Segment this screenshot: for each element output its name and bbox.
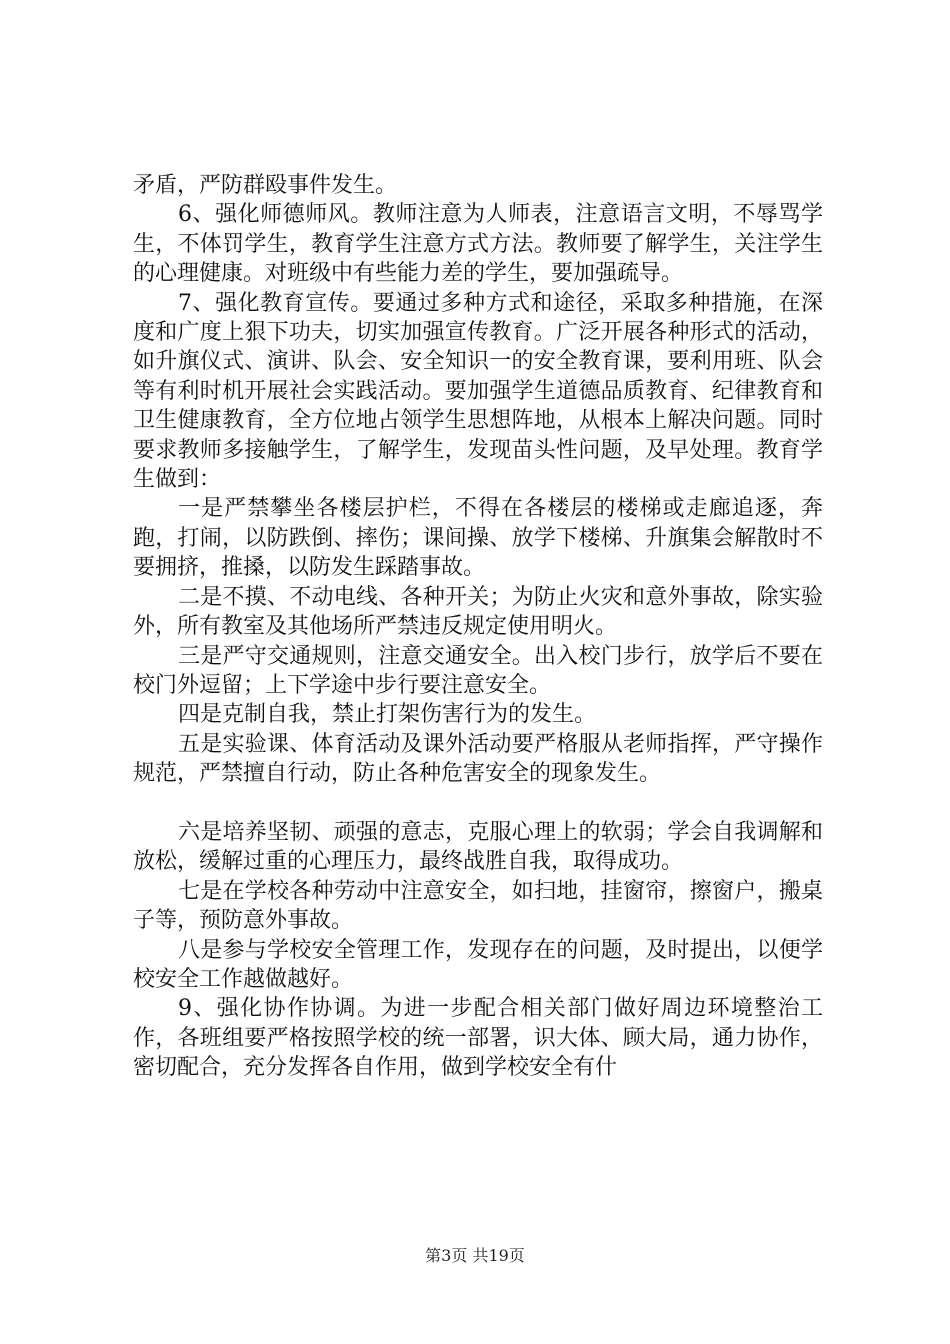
paragraph-rule-8: 八是参与学校安全管理工作，发现存在的问题，及时提出，以便学校安全工作越做越好。 (133, 937, 823, 992)
body-text (133, 171, 823, 1083)
paragraph-rule-2: 二是不摸、不动电线、各种开关；为防止火灾和意外事故，除实验外，所有教室及其他场所严禁违反规定使用明火。 (133, 584, 823, 640)
paragraph-item-9: 9、强化协作协调。为进一步配合相关部门做好周边环境整治工作，各班组要严格按照学校的统一部署，识大体、顾大局，通力协作，密切配合，充分发挥各自作用，做到学校安全有什 (133, 996, 823, 1081)
paragraph-rule-7: 七是在学校各种劳动中注意安全，如扫地，挂窗帘，擦窗户，搬桌子等，预防意外事故。 (133, 878, 823, 934)
page-footer: 第3页 共19页 (425, 1246, 525, 1265)
paragraph-rule-3: 三是严守交通规则，注意交通安全。出入校门步行，放学后不要在校门外逗留；上下学途中步行要注意安全。 (133, 643, 823, 698)
paragraph-rule-5: 五是实验课、体育活动及课外活动要严格服从老师指挥，严守操作规范，严禁擅自行动，防止各种危害安全的现象发生。 (133, 731, 823, 787)
paragraph-item-6: 6、强化师德师风。教师注意为人师表，注意语言文明，不辱骂学生，不体罚学生，教育学生注意方式方法。教师要了解学生，关注学生的心理健康。对班级中有些能力差的学生，要加强疏导。 (133, 202, 823, 287)
paragraph-item-7: 7、强化教育宣传。要通过多种方式和途径，采取多种措施，在深度和广度上狠下功夫，切实加强宣传教育。广泛开展各种形式的活动，如升旗仪式、演讲、队会、安全知识一的安全教育课，要利用班、队会等有利时机开展社会实践活动。要加强学生道德品质教育、纪律教育和卫生健康教育，全方位地占领学生思想阵地，从根本上解决问题。同时要求教师多接触学生，了解学生，发现苗头性问题，及早处理。教育学生做到： (133, 290, 823, 493)
paragraph-rule-1: 一是严禁攀坐各楼层护栏，不得在各楼层的楼梯或走廊追逐，奔跑，打闹，以防跌倒、摔伤；课间操、放学下楼梯、升旗集会解散时不要拥挤，推搡，以防发生踩踏事故。 (133, 496, 823, 581)
blank-line (133, 789, 823, 818)
paragraph-continuation: 矛盾，严防群殴事件发生。 (133, 173, 398, 198)
paragraph-rule-6: 六是培养坚韧、顽强的意志，克服心理上的软弱；学会自我调解和放松，缓解过重的心理压力，最终战胜自我，取得成功。 (133, 819, 823, 875)
paragraph-rule-4: 四是克制自我，禁止打架伤害行为的发生。 (178, 702, 597, 728)
